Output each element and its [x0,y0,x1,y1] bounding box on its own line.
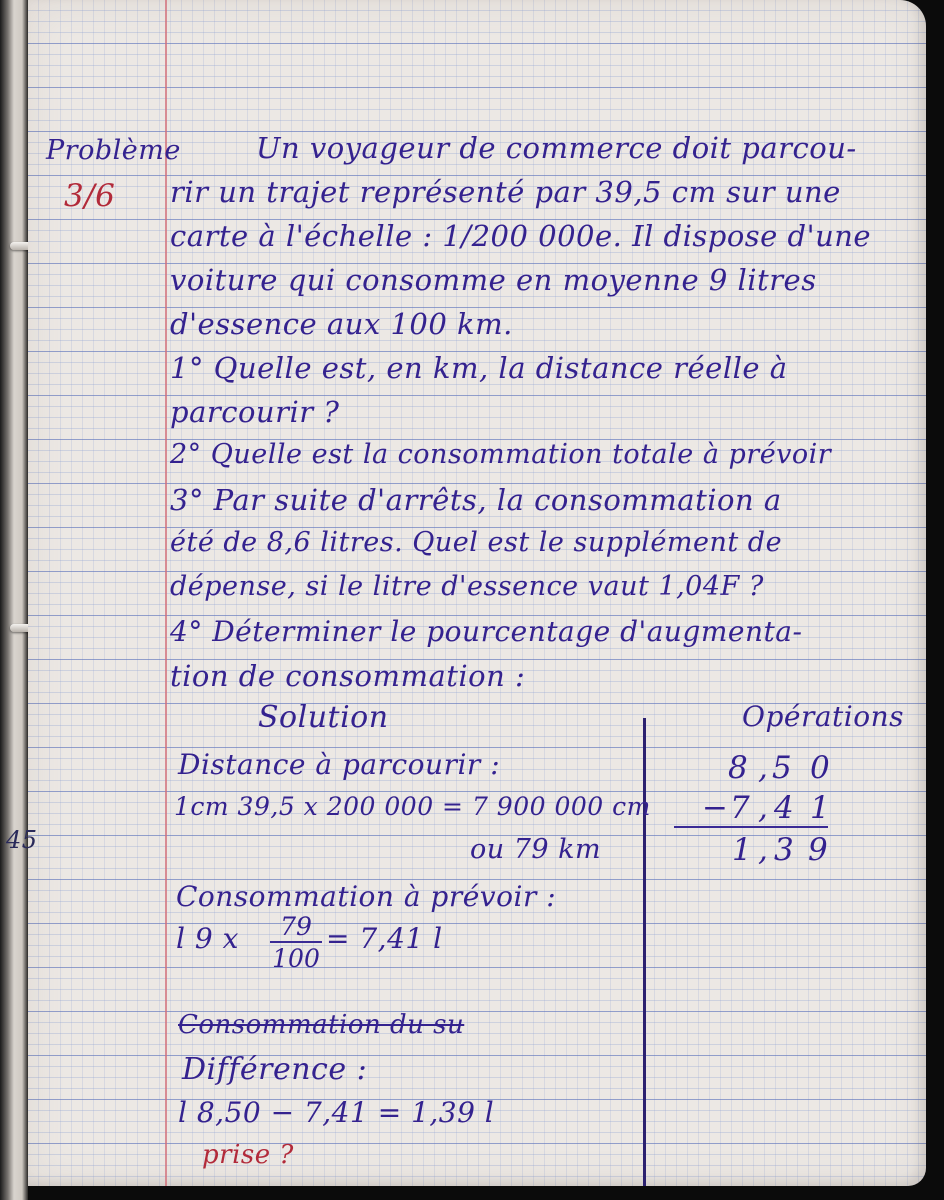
op-row1-digit-2: 5 [772,750,792,786]
op-row1-digit-3: 0 [810,750,830,786]
statement-line-7: parcourir ? [170,395,340,429]
statement-line-6: 1° Quelle est, en km, la distance réelle à [170,351,788,385]
statement-line-10: été de 8,6 litres. Quel est le supplément de [170,527,783,558]
op-row3-digit-3: 9 [808,832,828,868]
statement-line-13: tion de consommation : [170,659,526,693]
statement-line-5: d'essence aux 100 km. [170,307,513,341]
statement-line-4: voiture qui consomme en moyenne 9 litres [170,263,817,297]
struck-heading: Consommation du su [178,1010,465,1040]
distance-line-2: ou 79 km [470,834,602,865]
op-row2-digit-1: 7 [730,790,750,826]
consumption-heading: Consommation à prévoir : [176,880,557,913]
solution-heading: Solution [258,700,389,735]
statement-line-12: 4° Déterminer le pourcentage d'augmenta- [170,615,803,648]
distance-line-1: 1cm 39,5 x 200 000 = 7 900 000 cm [174,792,651,821]
operations-heading: Opérations [742,700,904,733]
statement-line-1: Un voyageur de commerce doit parcou- [256,131,857,165]
distance-heading: Distance à parcourir : [178,748,501,781]
statement-line-3: carte à l'échelle : 1/200 000e. Il dispose d'une [170,219,872,253]
op-row2-comma: , [758,790,768,826]
consumption-numerator: 79 [270,912,322,943]
consumption-result: = 7,41 l [326,922,443,955]
left-edge-number: 45 [6,826,38,854]
op-row3-digit-1: 1 [732,832,752,868]
statement-line-9: 3° Par suite d'arrêts, la consommation a [170,483,782,517]
notebook-page [6,0,926,1186]
statement-line-8: 2° Quelle est la consommation totale à prévoir [170,439,832,470]
operation-rule [674,826,828,828]
op-row2-digit-3: 1 [810,790,830,826]
margin-line [165,0,167,1186]
op-row2-minus: − [702,790,728,826]
difference-line: l 8,50 − 7,41 = 1,39 l [178,1096,495,1129]
statement-line-11: dépense, si le litre d'essence vaut 1,04F ? [170,571,764,602]
difference-heading: Différence : [182,1052,368,1087]
op-row3-comma: , [758,832,768,868]
op-row1-digit-1: 8 [728,750,748,786]
notebook-spine [0,0,28,1200]
correction-note: prise ? [202,1140,294,1170]
problem-label: Problème [46,135,181,166]
consumption-denominator: 100 [272,944,320,973]
op-row2-digit-2: 4 [774,790,794,826]
consumption-prefix: l 9 x [176,922,239,955]
statement-line-2: rir un trajet représenté par 39,5 cm sur une [170,175,841,209]
op-row1-comma: , [758,750,768,786]
problem-number: 3/6 [64,178,116,214]
op-row3-digit-2: 3 [774,832,794,868]
operations-divider [643,718,646,1186]
